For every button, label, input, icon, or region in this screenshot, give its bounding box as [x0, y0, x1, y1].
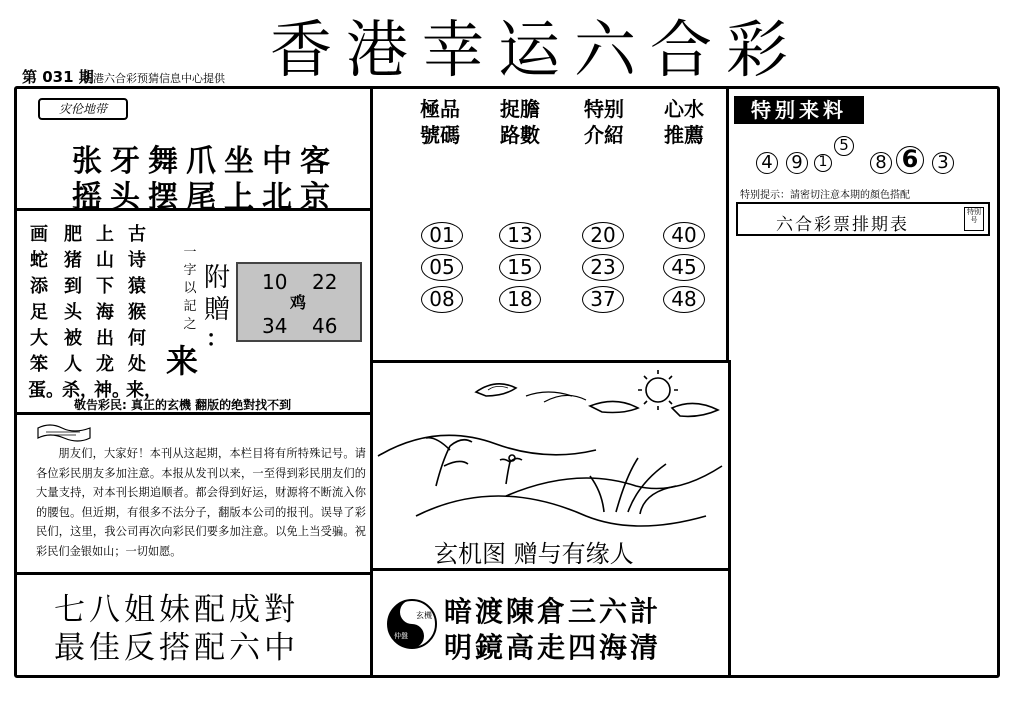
divider-numbers [370, 360, 730, 363]
number-circle: 01 [421, 222, 463, 249]
gift-prefix: 一字以記之 [183, 245, 197, 332]
issue-number: 第 031 期 [22, 68, 94, 86]
poem-column-3: 肥猪到头被人杀， [62, 224, 98, 401]
footer-left-line-1: 七八姐妹配成對 [54, 592, 299, 628]
newspaper-title: 香港幸运六合彩 [270, 13, 803, 86]
number-circle: 05 [421, 254, 463, 281]
scroll-icon [36, 422, 92, 444]
special-hint: 特别提示：請密切注意本期的顏色搭配 [740, 190, 910, 201]
number-circle: 23 [582, 254, 624, 281]
gift-number: 46 [312, 314, 338, 338]
emblem-text-top: 玄機 [416, 611, 432, 620]
divider-right-vertical [726, 88, 729, 362]
number-circle: 40 [663, 222, 705, 249]
divider-left-vertical [370, 88, 373, 676]
number-circle: 08 [421, 286, 463, 313]
issue-subtitle: 香港六合彩预猜信息中心提供 [82, 72, 225, 85]
emblem-text-bottom: 仲盤 [394, 632, 408, 640]
notice-line: 敬告彩民: 真正的玄機 翻版的绝對找不到 [74, 398, 292, 412]
special-number: 3 [932, 152, 954, 174]
number-circle: 15 [499, 254, 541, 281]
special-heading: 特别来料 [734, 96, 864, 124]
number-circle: 48 [663, 286, 705, 313]
category-title: 極品號碼 [420, 97, 460, 147]
gift-colon: ： [206, 327, 229, 352]
number-circle: 45 [663, 254, 705, 281]
number-circle: 20 [582, 222, 624, 249]
category-title: 心水推薦 [664, 97, 704, 147]
slogan-line-1: 张牙舞爪坐中客 [72, 144, 338, 179]
yin-yang-icon [386, 598, 438, 650]
section-badge: 灾伦地带 [38, 98, 128, 120]
special-number: 6 [896, 146, 924, 174]
divider-article [16, 572, 372, 575]
poem-column-2: 上山下海出龙神。 [94, 224, 130, 401]
number-circle: 37 [582, 286, 624, 313]
gift-number: 22 [312, 270, 338, 294]
idiom-line-2: 明鏡高走四海清 [444, 631, 662, 664]
schedule-title: 六合彩票排期表 [776, 215, 909, 235]
number-circle: 18 [499, 286, 541, 313]
category-title: 捉膽路數 [500, 97, 540, 147]
slogan-line-2: 摇头摆尾上北京 [72, 180, 338, 215]
gift-label: 附贈 [203, 263, 230, 325]
gift-number-box [236, 262, 362, 342]
special-number: 4 [756, 152, 778, 174]
picture-caption: 玄机图 赠与有缘人 [434, 540, 634, 568]
gift-character: 来 [166, 342, 199, 380]
article-body: 朋友们，大家好！本刊从这起期，本栏目将有所特殊记号。请各位彩民朋友多加注意。本报从发刊以来，一至得到彩民朋友们的大量支持，对本刊长期追顺者。都会得到好运，财源将不断流入你的腰包。但近期，有很多不法分子，翻版本公司的报刊。误导了彩民们，这里，我公司再次向彩民们要多加注意。以免上当受骗。祝彩民们金银如山；一切如愿。 [36, 447, 366, 558]
special-number: 9 [786, 152, 808, 174]
schedule-tag: 特别号 [964, 207, 984, 231]
number-circle: 13 [499, 222, 541, 249]
footer-left-line-2: 最佳反搭配六中 [54, 630, 299, 666]
gift-number: 34 [262, 314, 288, 338]
special-number: 8 [870, 152, 892, 174]
poem-column-1: 古诗猿猴何处来， [126, 224, 162, 401]
category-title: 特别介紹 [584, 97, 624, 147]
divider-picture-right [728, 360, 731, 676]
gift-animal: 鸡 [290, 293, 307, 312]
gift-number: 10 [262, 270, 288, 294]
idiom-line-1: 暗渡陳倉三六計 [444, 595, 662, 628]
poem-column-4: 画蛇添足大笨蛋。 [28, 224, 64, 401]
special-number: 1 [814, 154, 832, 172]
special-number: 5 [834, 136, 854, 156]
